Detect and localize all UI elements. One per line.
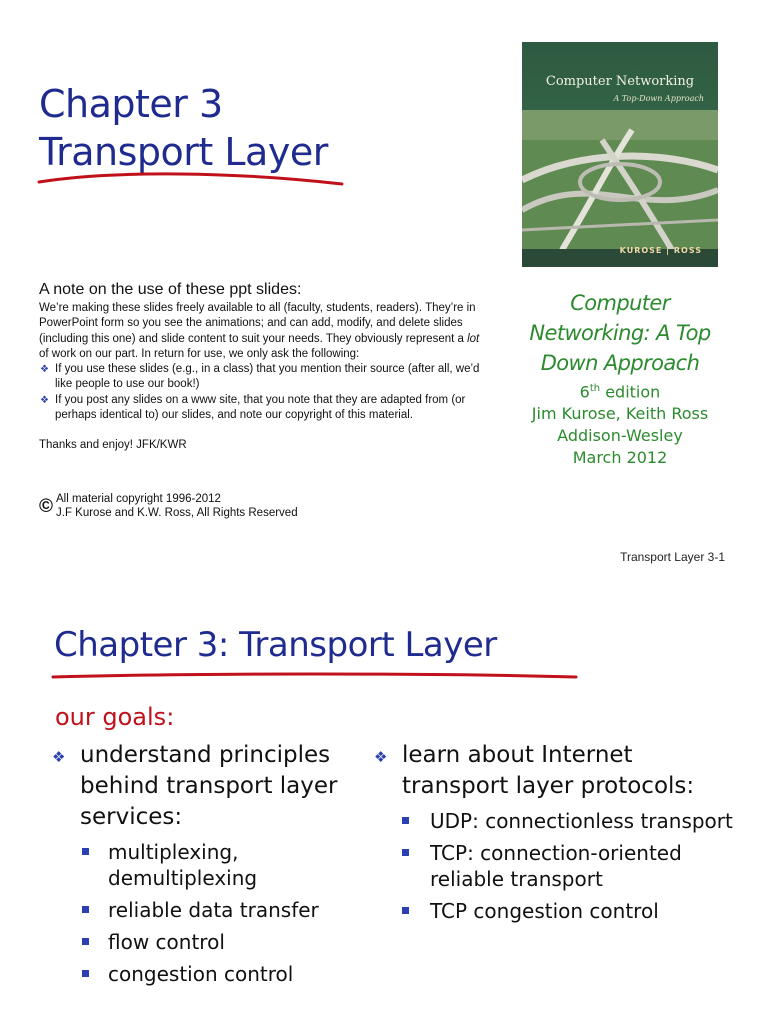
citation-publisher: Addison-Wesley: [557, 426, 683, 446]
title-line-2: Transport Layer: [39, 130, 328, 174]
note-paragraph: We’re making these slides freely available to all (faculty, students, readers). They’re in PowerPoint form so you see the animations; and can add, modify, and delete slides (including this one) and slide content to suit your needs. They obviously represent a lot of work on our part. In return for use, we only ask the following:: [39, 302, 480, 360]
note-bullet-item: ❖ If you post any slides on a www site, that you note that they are adapted from (or perhaps identical to) our slides, and note our copyright of this material.: [40, 393, 466, 422]
goal-item: ❖ understand principles behind transport layer services:: [52, 742, 338, 830]
diamond-bullet-icon: ❖: [40, 364, 49, 376]
goal-sub-list: [402, 808, 734, 924]
citation-date: March 2012: [572, 448, 668, 468]
title-underline-icon: [50, 669, 580, 685]
book-title: Computer Networking: [545, 74, 695, 89]
book-cover: [522, 42, 718, 267]
goal-sub-list: [82, 839, 352, 987]
sub-list-item: reliable data transfer: [82, 897, 352, 923]
highway-interchange-image: [522, 110, 718, 250]
note-body: [39, 301, 489, 454]
copyright-notice: [39, 492, 359, 526]
sub-list-item: flow control: [82, 929, 352, 955]
note-heading: A note on the use of these ppt slides:: [39, 281, 302, 298]
sub-list-item: TCP congestion control: [402, 898, 734, 924]
slide-2: [0, 585, 768, 1024]
slide-title: [39, 80, 328, 176]
square-bullet-icon: [82, 906, 89, 913]
note-bullet-item: ❖ If you use these slides (e.g., in a class) that you mention their source (after all, we’d like people to use our book!): [40, 363, 480, 391]
goals-right-column: [374, 740, 734, 930]
copyright-line-2: J.F Kurose and K.W. Ross, All Rights Reserved: [56, 507, 298, 519]
sub-list-item: UDP: connectionless transport: [402, 808, 734, 834]
note-emphasis: lot: [467, 332, 480, 345]
book-subtitle: A Top-Down Approach: [613, 94, 704, 103]
sub-list-item: multiplexing, demultiplexing: [82, 839, 352, 891]
goal-item: ❖ learn about Internet transport layer protocols:: [374, 742, 695, 799]
citation-title: Computer Networking: A Top Down Approach: [529, 291, 711, 375]
square-bullet-icon: [402, 907, 409, 914]
citation-authors: Jim Kurose, Keith Ross: [531, 404, 709, 424]
goals-heading: our goals:: [55, 703, 175, 731]
note-thanks: Thanks and enjoy! JFK/KWR: [39, 439, 187, 452]
square-bullet-icon: [82, 938, 89, 945]
square-bullet-icon: [82, 970, 89, 977]
slide-title: Chapter 3: Transport Layer: [54, 625, 497, 665]
diamond-bullet-icon: ❖: [52, 748, 66, 766]
copyright-line-1: All material copyright 1996-2012: [56, 493, 221, 505]
citation-edition: 6th edition: [579, 382, 661, 402]
square-bullet-icon: [82, 848, 89, 855]
square-bullet-icon: [402, 849, 409, 856]
slide-footer: Transport Layer 3-1: [620, 550, 725, 564]
note-bullet-list: [39, 362, 489, 423]
sub-list-item: congestion control: [82, 961, 352, 987]
goals-left-column: [52, 740, 352, 993]
book-authors: KUROSE | ROSS: [619, 246, 702, 255]
diamond-bullet-icon: ❖: [40, 394, 49, 406]
title-line-1: Chapter 3: [39, 82, 223, 126]
square-bullet-icon: [402, 817, 409, 824]
title-underline-icon: [36, 168, 346, 190]
diamond-bullet-icon: ❖: [374, 748, 388, 766]
sub-list-item: TCP: connection-oriented reliable transport: [402, 840, 734, 892]
copyright-icon: ©: [39, 496, 53, 517]
book-citation: [520, 288, 720, 469]
